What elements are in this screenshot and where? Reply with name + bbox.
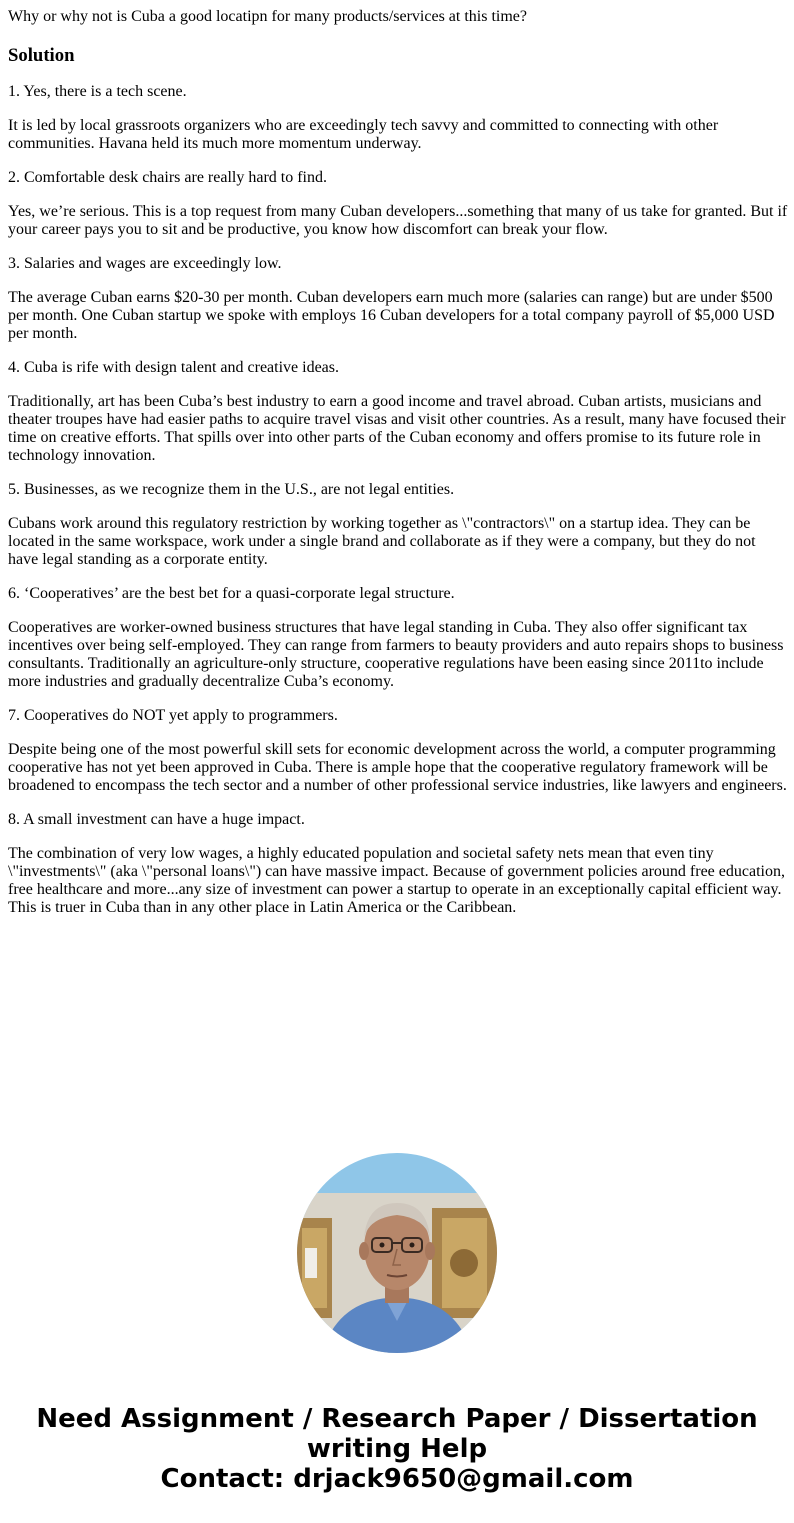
point-3-title: 3. Salaries and wages are exceedingly low. (8, 255, 282, 272)
point-8-body: The combination of very low wages, a highly educated population and societal safety nets mean that even tiny \"investments\" (aka \"personal loans\") can have massive impact. Because of government policies around free education, free healthcare and more...any size of investment can power a startup to operate in an exceptionally capital efficient way. This is truer in Cuba than in any other place in Latin America or the Caribbean. (8, 845, 785, 916)
point-7-title: 7. Cooperatives do NOT yet apply to programmers. (8, 707, 338, 724)
footer-line-2: writing Help (306, 1434, 488, 1464)
point-1-body: It is led by local grassroots organizers who are exceedingly tech savvy and committed to connecting with other communities. Havana held its much more momentum underway. (8, 117, 719, 152)
promo-footer (0, 1404, 794, 1494)
point-6-title: 6. ‘Cooperatives’ are the best bet for a quasi-corporate legal structure. (8, 585, 455, 602)
question-text: Why or why not is Cuba a good locatipn for many products/services at this time? (8, 8, 527, 25)
author-photo-icon (297, 1153, 497, 1353)
footer-contact: Contact: drjack9650@gmail.com (160, 1464, 634, 1494)
point-8-title: 8. A small investment can have a huge impact. (8, 811, 305, 828)
point-4-title: 4. Cuba is rife with design talent and creative ideas. (8, 359, 340, 376)
point-4-body: Traditionally, art has been Cuba’s best industry to earn a good income and travel abroad. Cuban artists, musicians and theater troupes have had easier paths to acquire travel visas and visit other countries. As a result, many have focused their time on creative efforts. That spills over into other parts of the Cuban economy and offers promise to its future role in technology innovation. (8, 393, 786, 464)
point-2-title: 2. Comfortable desk chairs are really hard to find. (8, 169, 327, 186)
solution-heading: Solution (8, 45, 75, 66)
point-2-body: Yes, we’re serious. This is a top request from many Cuban developers...something that many of us take for granted. But if your career pays you to sit and be productive, you know how discomfort can break your flow. (8, 203, 788, 238)
author-avatar (297, 1153, 497, 1353)
point-5-body: Cubans work around this regulatory restriction by working together as \"contractors\" on a startup idea. They can be located in the same workspace, work under a single brand and collaborate as if they were a company, but they do not have legal standing as a corporate entity. (8, 515, 756, 568)
point-5-title: 5. Businesses, as we recognize them in the U.S., are not legal entities. (8, 481, 455, 498)
article-content (8, 8, 788, 933)
point-3-body: The average Cuban earns $20-30 per month. Cuban developers earn much more (salaries can range) but are under $500 per month. One Cuban startup we spoke with employs 16 Cuban developers for a total company payroll of $5,000 USD per month. (8, 289, 775, 342)
footer-line-1: Need Assignment / Research Paper / Dissertation (36, 1404, 758, 1434)
point-1-title: 1. Yes, there is a tech scene. (8, 83, 187, 100)
point-7-body: Despite being one of the most powerful skill sets for economic development across the world, a computer programming cooperative has not yet been approved in Cuba. There is ample hope that the cooperative regulatory framework will be broadened to encompass the tech sector and a number of other professional service industries, like lawyers and engineers. (8, 741, 787, 794)
point-6-body: Cooperatives are worker-owned business structures that have legal standing in Cuba. They also offer significant tax incentives over being self-employed. They can range from farmers to beauty providers and auto repairs shops to business consultants. Traditionally an agriculture-only structure, cooperative regulations have been easing since 2011to include more industries and gradually decentralize Cuba’s economy. (8, 619, 784, 690)
